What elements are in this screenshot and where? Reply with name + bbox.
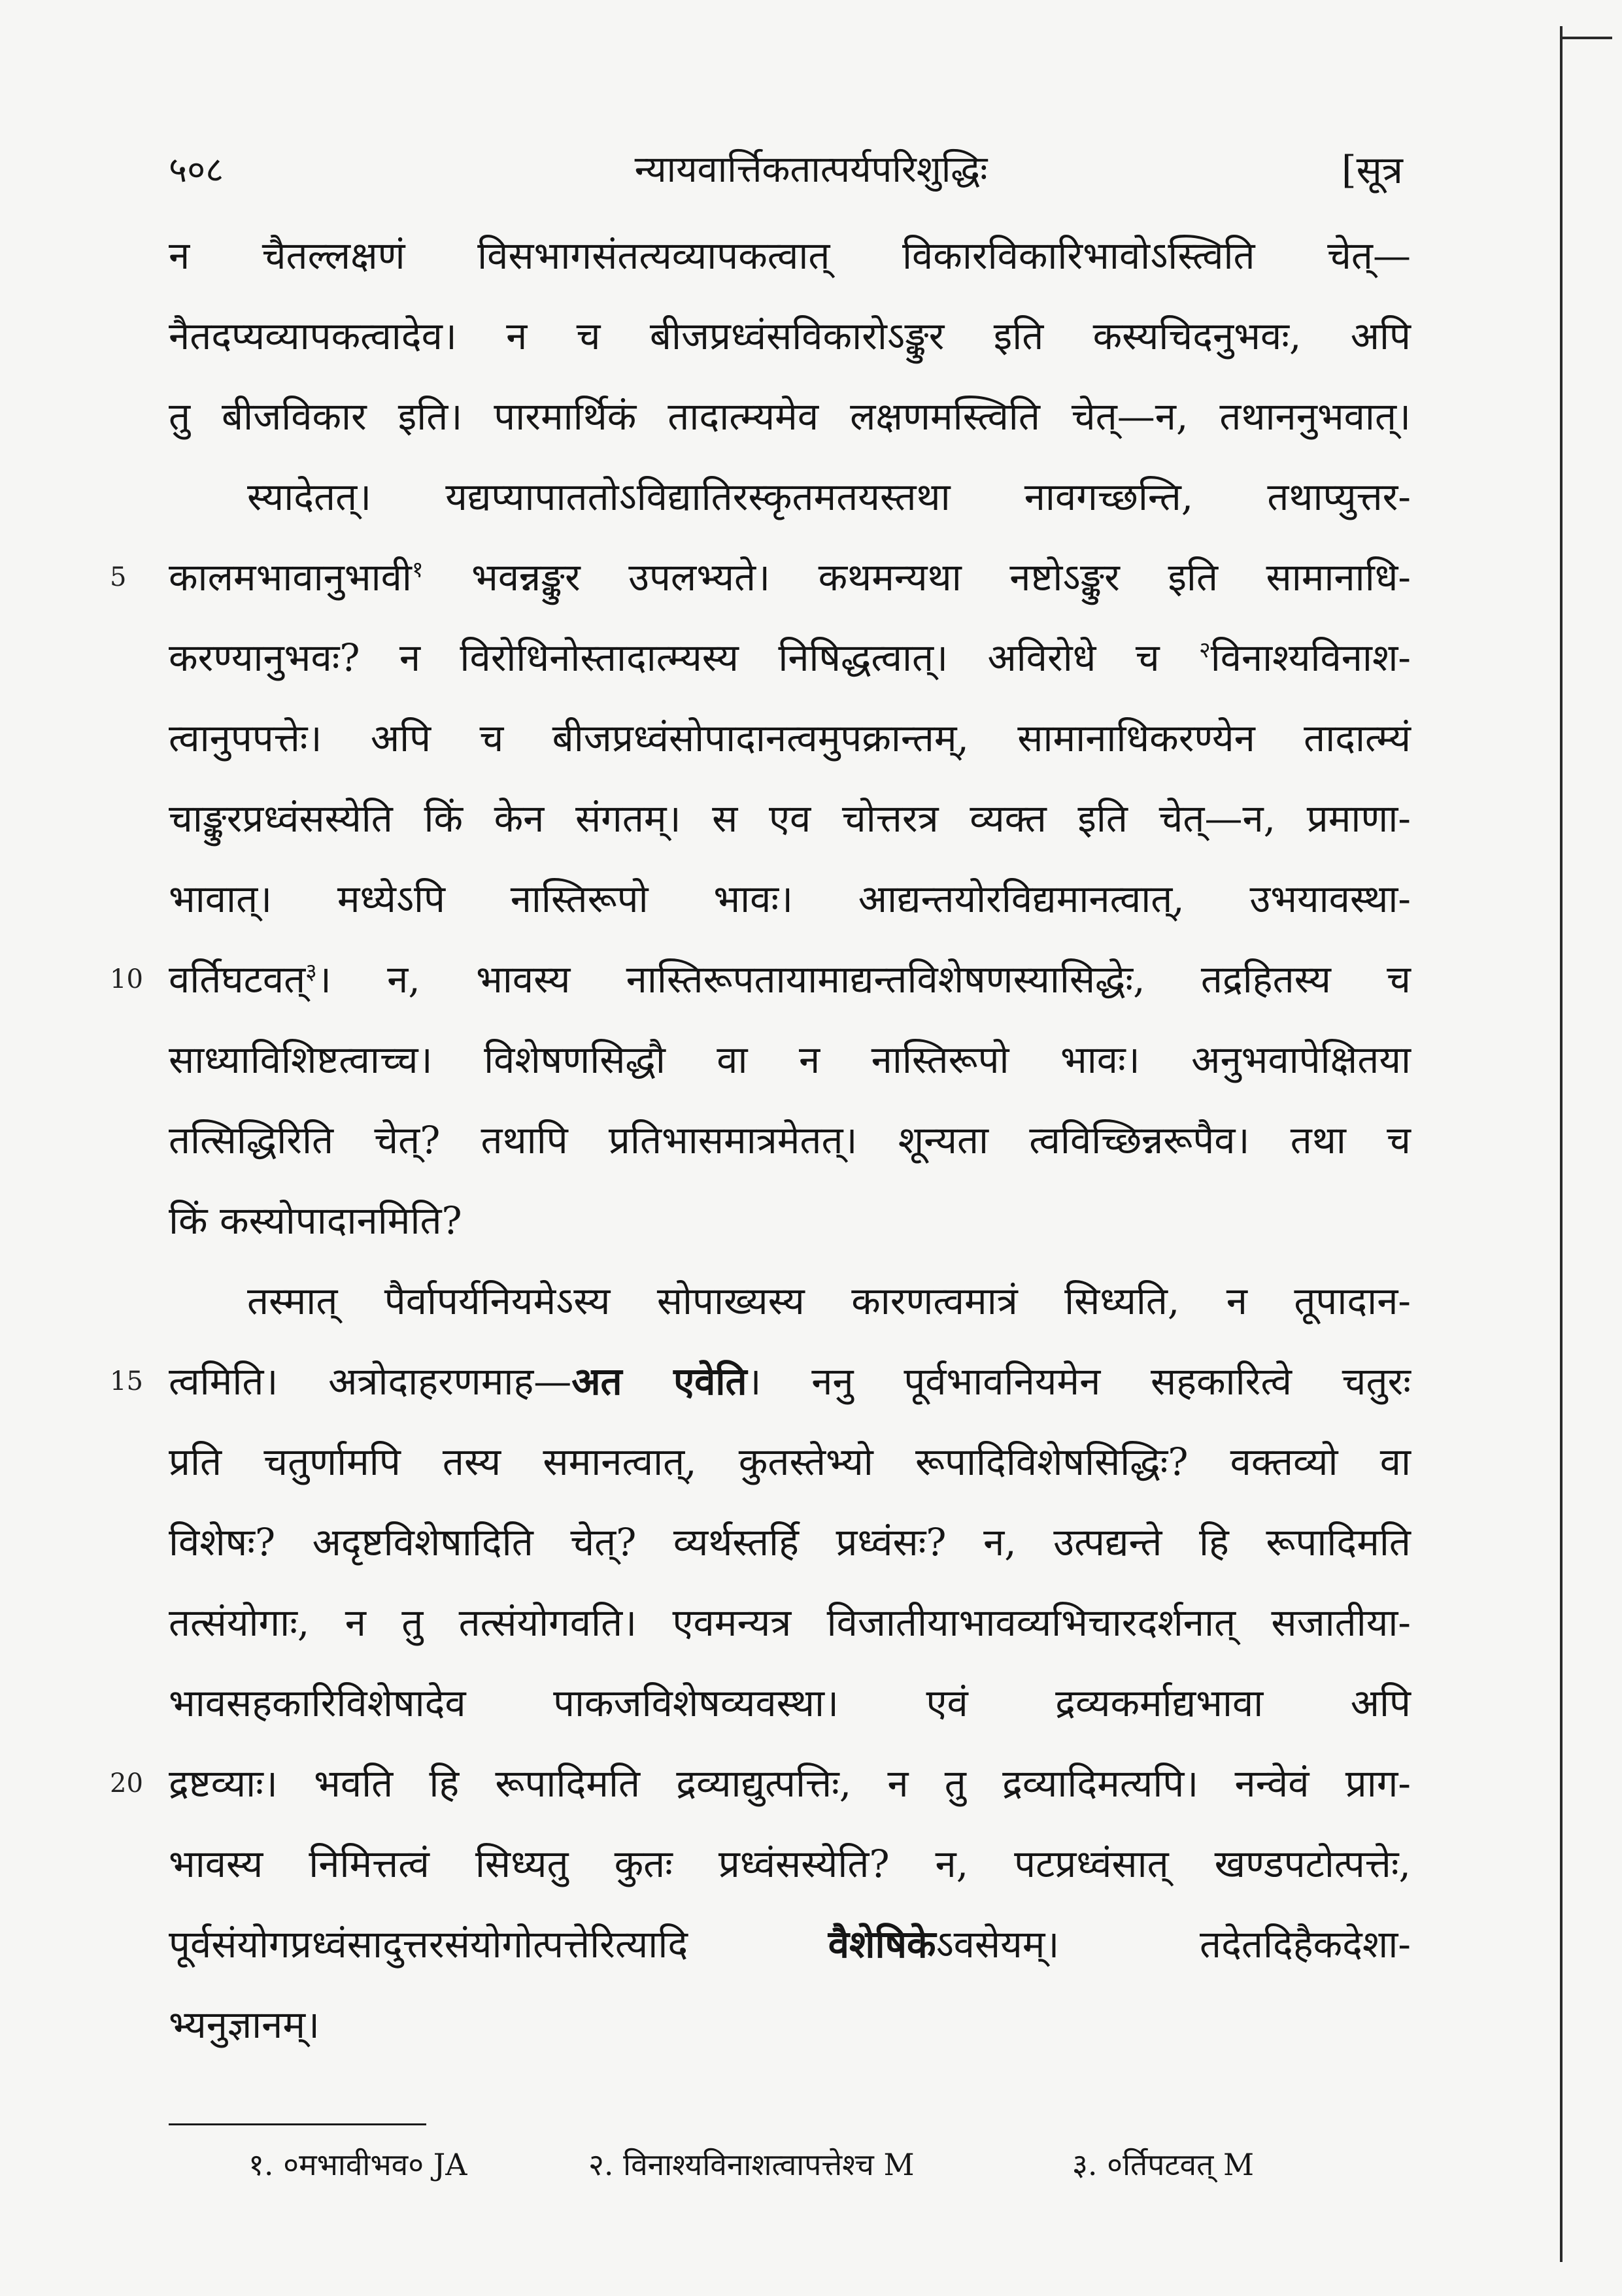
- line-text-prefix: त्वमिति। अत्रोदाहरणमाह—: [169, 1359, 572, 1404]
- line-text: न चैतल्लक्षणं विसभागसंतत्यव्यापकत्वात् विकारविकारिभावोऽस्त्विति चेत्—: [169, 233, 1411, 278]
- line-number: 10: [110, 964, 143, 994]
- text-line: [169, 618, 1411, 698]
- footnote-marker: ३: [305, 958, 317, 985]
- bold-citation: अत एवेति: [571, 1359, 747, 1404]
- line-number: 20: [110, 1768, 143, 1798]
- line-text: तत्सिद्धिरिति चेत्? तथापि प्रतिभासमात्रमेतत्। शून्यता त्वविच्छिन्नरूपैव। तथा च: [169, 1118, 1411, 1162]
- running-title: न्यायवार्त्तिकतात्पर्यपरिशुद्धिः: [634, 148, 988, 191]
- text-line: [169, 1020, 1411, 1100]
- line-text: त्वानुपपत्तेः। अपि च बीजप्रध्वंसोपादानत्वमुपक्रान्तम्, सामानाधिकरण्येन तादात्म्यं: [169, 716, 1411, 760]
- line-text: विशेषः? अदृष्टविशेषादिति चेत्? व्यर्थस्तर्हि प्रध्वंसः? न, उत्पद्यन्ते हि रूपादिमति: [169, 1520, 1411, 1564]
- line-text-prefix: वर्तिघटवत्: [169, 957, 306, 1002]
- line-text: विनाश्यविनाश-: [1210, 635, 1411, 680]
- line-text: भ्यनुज्ञानम्।: [169, 2002, 320, 2047]
- section-label: [सूत्र: [1342, 148, 1403, 192]
- text-line: [169, 859, 1411, 939]
- page-header: [0, 139, 1622, 204]
- line-text: द्रष्टव्याः। भवति हि रूपादिमति द्रव्याद्युत्पत्तिः, न तु द्रव्यादिमत्यपि। नन्वेवं प्राग-: [169, 1761, 1411, 1806]
- line-text: तु बीजविकार इति। पारमार्थिकं तादात्म्यमेव लक्षणमस्त्विति चेत्—न, तथाननुभवात्।: [169, 394, 1411, 439]
- text-line: [169, 1824, 1411, 1904]
- text-line: [169, 1502, 1411, 1583]
- line-text: भावात्। मध्येऽपि नास्तिरूपो भावः। आद्यन्तयोरविद्यमानत्वात्, उभयावस्था-: [169, 877, 1411, 921]
- page-number: ५०८: [169, 149, 224, 190]
- text-line: [169, 1904, 1411, 1985]
- text-line: [169, 1181, 1411, 1261]
- line-text: तस्मात् पैर्वापर्यनियमेऽस्य सोपाख्यस्य कारणत्वमात्रं सिध्यति, न तूपादान-: [247, 1279, 1411, 1323]
- scan-edge-top-line: [1560, 37, 1612, 39]
- line-text: । न, भावस्य नास्तिरूपतायामाद्यन्तविशेषणस्यासिद्धेः, तद्रहितस्य च: [316, 957, 1411, 1002]
- text-line: [110, 1744, 1411, 1824]
- line-text: चाङ्कुरप्रध्वंसस्येति किं केन संगतम्। स एव चोत्तरत्र व्यक्त इति चेत्—न, प्रमाणा-: [169, 796, 1411, 841]
- line-text: भावसहकारिविशेषादेव पाकजविशेषव्यवस्था। एवं द्रव्यकर्माद्यभावा अपि: [169, 1681, 1411, 1725]
- line-text: । ननु पूर्वभावनियमेन सहकारित्वे चतुरः: [747, 1359, 1411, 1404]
- line-text: किं कस्योपादानमिति?: [169, 1198, 462, 1243]
- text-line: [169, 377, 1411, 457]
- footnote-1: १. ०मभावीभव० JA: [248, 2147, 467, 2182]
- line-text: स्यादेतत्। यद्यप्यापाततोऽविद्यातिरस्कृतमतयस्तथा नावगच्छन्ति, तथाप्युत्तर-: [247, 475, 1411, 519]
- text-line: [169, 1985, 1411, 2065]
- bold-citation: वैशेषिके: [828, 1922, 936, 1967]
- text-line: [169, 698, 1411, 779]
- line-text: भवन्नङ्कुर उपलभ्यते। कथमन्यथा नष्टोऽङ्कुर इति सामानाधि-: [423, 555, 1411, 599]
- line-text-prefix: पूर्वसंयोगप्रध्वंसादुत्तरसंयोगोत्पत्तेरित्यादि: [169, 1922, 828, 1967]
- line-text-prefix: कालमभावानुभावी: [169, 555, 412, 599]
- text-line: [110, 1342, 1411, 1422]
- line-number: 15: [110, 1366, 143, 1396]
- footnote-marker: १: [411, 556, 424, 583]
- text-line: [169, 1583, 1411, 1663]
- scan-edge-line: [1560, 26, 1563, 2262]
- text-line: [169, 1261, 1411, 1342]
- text-line: [169, 296, 1411, 377]
- text-line: [169, 779, 1411, 859]
- body-text: [110, 216, 1411, 2065]
- line-text-prefix: करण्यानुभवः? न विरोधिनोस्तादात्म्यस्य निषिद्धत्वात्। अविरोधे च: [169, 635, 1200, 680]
- footnote-3: ३. ०र्तिपटवत् M: [1072, 2147, 1255, 2182]
- line-text: प्रति चतुर्णामपि तस्य समानत्वात्, कुतस्तेभ्यो रूपादिविशेषसिद्धिः? वक्तव्यो वा: [169, 1440, 1411, 1484]
- line-text: भावस्य निमित्तत्वं सिध्यतु कुतः प्रध्वंसस्येति? न, पटप्रध्वंसात् खण्डपटोत्पत्तेः,: [169, 1842, 1411, 1886]
- line-text: साध्याविशिष्टत्वाच्च। विशेषणसिद्धौ वा न नास्तिरूपो भावः। अनुभवापेक्षितया: [169, 1038, 1411, 1082]
- line-text: ऽवसेयम्। तदेतदिहैकदेशा-: [936, 1922, 1411, 1967]
- footnote-marker: २: [1199, 637, 1211, 664]
- text-line: [169, 457, 1411, 537]
- text-line: [110, 939, 1411, 1020]
- footnote-rule: [169, 2123, 426, 2125]
- line-text: नैतदप्यव्यापकत्वादेव। न च बीजप्रध्वंसविकारोऽङ्कुर इति कस्यचिदनुभवः, अपि: [169, 314, 1411, 358]
- text-line: [169, 216, 1411, 296]
- text-line: [169, 1422, 1411, 1502]
- line-text: तत्संयोगाः, न तु तत्संयोगवति। एवमन्यत्र विजातीयाभावव्यभिचारदर्शनात् सजातीया-: [169, 1600, 1411, 1645]
- text-line: [169, 1100, 1411, 1181]
- line-number: 5: [110, 562, 127, 592]
- text-line: [169, 1663, 1411, 1744]
- text-line: [110, 537, 1411, 618]
- footnotes: [248, 2135, 1360, 2194]
- footnote-2: २. विनाश्यविनाशत्वापत्तेश्च M: [588, 2147, 915, 2182]
